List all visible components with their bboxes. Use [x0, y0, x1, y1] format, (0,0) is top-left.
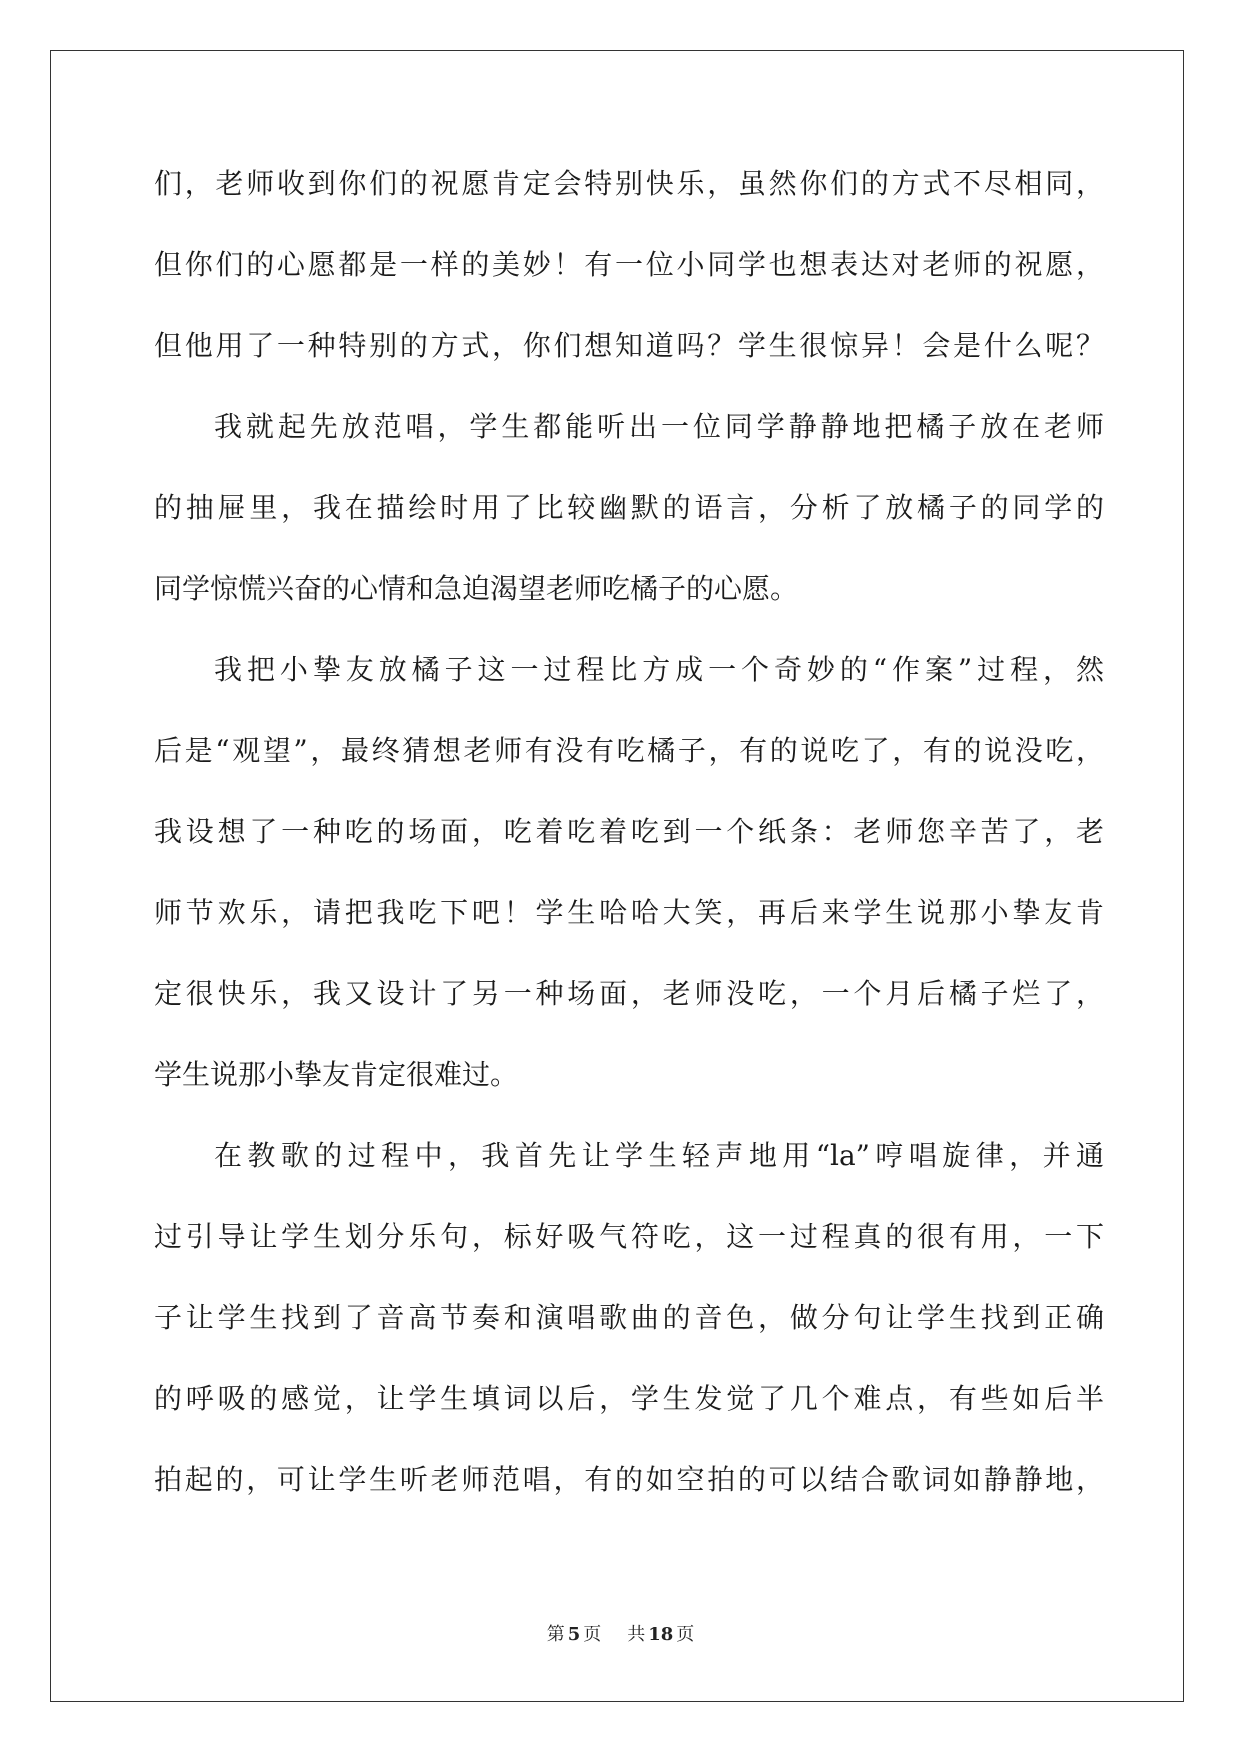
footer-total-prefix: 共: [627, 1624, 646, 1645]
text-line: 后是“观望”，最终猜想老师有没有吃橘子，有的说吃了，有的说没吃，: [154, 734, 1104, 767]
text-line: 但你们的心愿都是一样的美妙！有一位小同学也想表达对老师的祝愿，: [154, 248, 1104, 281]
text-line: 的抽屉里，我在描绘时用了比较幽默的语言，分析了放橘子的同学的: [154, 491, 1104, 524]
text-line: 们，老师收到你们的祝愿肯定会特别快乐，虽然你们的方式不尽相同，: [154, 167, 1104, 200]
total-pages: 18: [648, 1624, 674, 1645]
footer-total-suffix: 页: [676, 1624, 695, 1645]
text-line: 子让学生找到了音高节奏和演唱歌曲的音色，做分句让学生找到正确: [154, 1301, 1104, 1334]
text-line: 学生说那小挚友肯定很难过。: [154, 1058, 519, 1091]
text-line: 我把小挚友放橘子这一过程比方成一个奇妙的“作案”过程，然: [214, 653, 1104, 686]
text-line: 同学惊慌兴奋的心情和急迫渴望老师吃橘子的心愿。: [154, 572, 799, 605]
page-footer: [0, 1620, 1241, 1646]
footer-page-suffix: 页: [583, 1624, 602, 1645]
text-line: 过引导让学生划分乐句，标好吸气符吃，这一过程真的很有用，一下: [154, 1220, 1104, 1253]
document-body: [154, 166, 1104, 1543]
text-line: 定很快乐，我又设计了另一种场面，老师没吃，一个月后橘子烂了，: [154, 977, 1104, 1010]
footer-prefix: 第: [546, 1624, 565, 1645]
page-number: 5: [567, 1624, 581, 1645]
text-line: 在教歌的过程中，我首先让学生轻声地用“la”哼唱旋律，并通: [214, 1139, 1104, 1172]
text-line: 的呼吸的感觉，让学生填词以后，学生发觉了几个难点，有些如后半: [154, 1382, 1104, 1415]
text-line: 但他用了一种特别的方式，你们想知道吗？学生很惊异！会是什么呢？: [154, 329, 1104, 362]
text-line: 师节欢乐，请把我吃下吧！学生哈哈大笑，再后来学生说那小挚友肯: [154, 896, 1104, 929]
text-line: 我就起先放范唱，学生都能听出一位同学静静地把橘子放在老师: [214, 410, 1104, 443]
text-line: 我设想了一种吃的场面，吃着吃着吃到一个纸条：老师您辛苦了，老: [154, 815, 1104, 848]
text-line: 拍起的，可让学生听老师范唱，有的如空拍的可以结合歌词如静静地，: [154, 1463, 1104, 1496]
